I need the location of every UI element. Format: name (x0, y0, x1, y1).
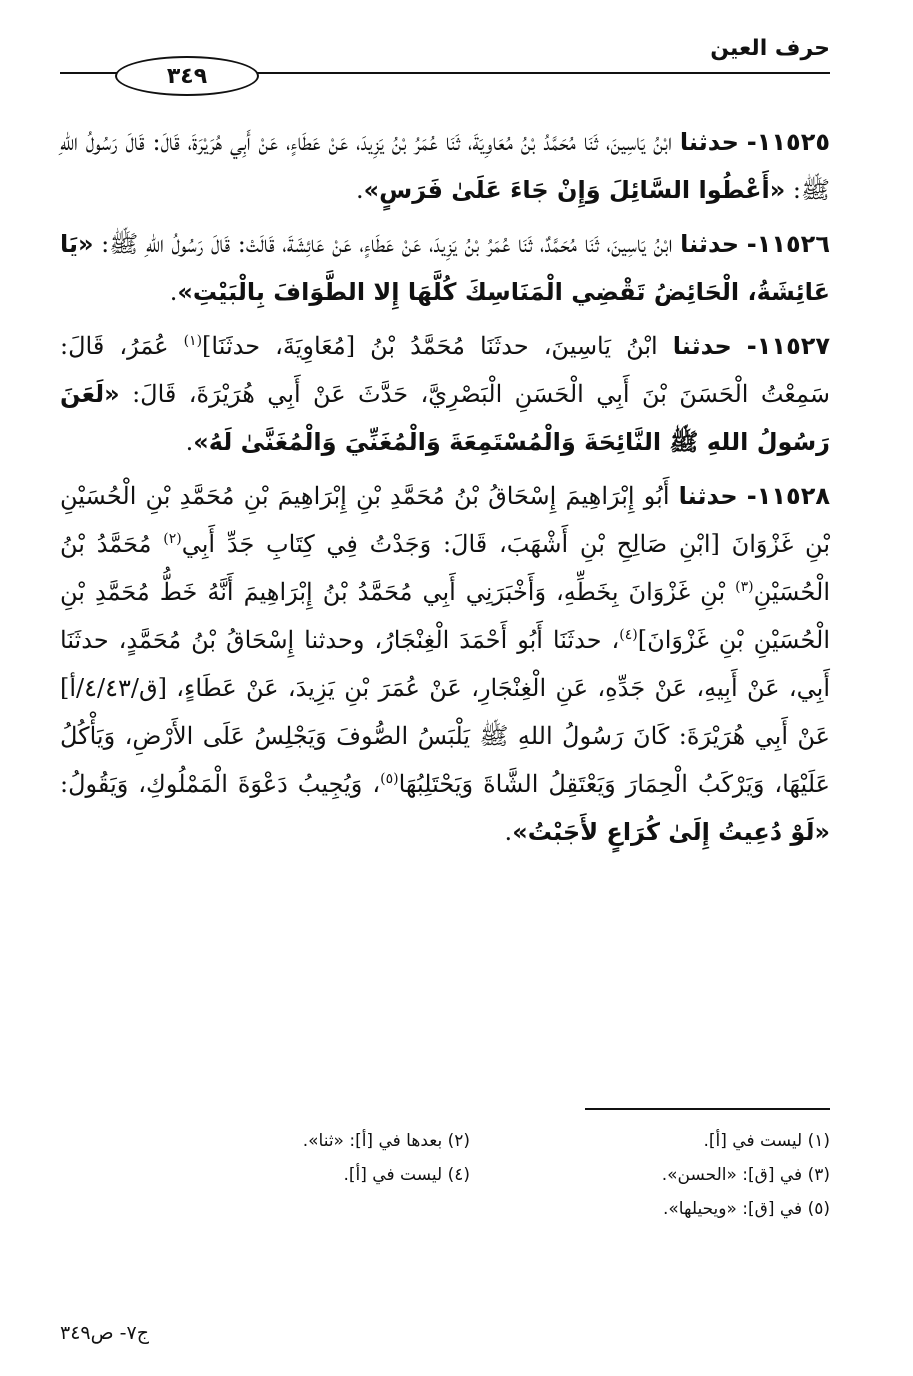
footnote-ref-2: (٢) (163, 531, 182, 547)
footnote-ref-1: (١) (183, 333, 203, 349)
hadith-isnad: ابْنُ يَاسِينَ، ثَنَا مُحَمَّدٌ، ثَنَا عُمَرُ بْنُ يَزِيدَ، عَنْ عَطَاءٍ، عَنْ عَائِشَةَ، قَالَتْ: قَالَ رَسُولُ اللهِ ﷺ: (93, 230, 673, 258)
volume-page-code: ج٧- ص٣٤٩ (60, 1322, 149, 1344)
footnote-4: (٤) ليست في [أ]. (343, 1165, 470, 1185)
footnote-ref-5: (٥) (380, 771, 399, 787)
hadith-number: ١١٥٢٥- (746, 128, 830, 156)
hadith-number: ١١٥٢٨- (746, 482, 830, 510)
hadith-body (60, 118, 830, 862)
hadith-isnad: ابْنُ يَاسِينَ، حدثَنَا مُحَمَّدُ بْنُ [مُعَاوِيَةَ، حدثَنَا] (202, 332, 658, 360)
hadith-11526 (60, 220, 830, 316)
footnote-5: (٥) في [ق]: «ويحيلها». (663, 1199, 830, 1219)
hadith-head: حدثنا (680, 230, 740, 258)
hadith-isnad: ابْنُ يَاسِينَ، ثَنَا مُحَمَّدُ بْنُ مُعَاوِيَةَ، ثَنَا عُمَرُ بْنُ يَزِيدَ، عَنْ عَطَاءٍ، عَنْ أَبِي هُرَيْرَةَ، قَالَ: قَالَ رَسُولُ اللهِ ﷺ: (60, 128, 830, 204)
hadith-isnad-cont: ، وَيُجِيبُ دَعْوَةَ الْمَمْلُوكِ، وَيَقُولُ: (60, 770, 381, 798)
footnote-1: (١) ليست في [أ]. (703, 1131, 830, 1151)
chapter-title: حرف العين (710, 36, 830, 61)
hadith-tail: . (504, 818, 513, 846)
hadith-tail: . (185, 428, 194, 456)
hadith-matn: «أَعْطُوا السَّائِلَ وَإِنْ جَاءَ عَلَىٰ فَرَسٍ» (363, 176, 786, 204)
hadith-tail: . (169, 278, 178, 306)
hadith-head: حدثنا (679, 128, 739, 156)
page-number-badge: ٣٤٩ (115, 56, 259, 96)
hadith-11527 (60, 322, 830, 466)
hadith-number: ١١٥٢٧- (746, 332, 831, 360)
footnote-rule (585, 1108, 830, 1110)
footnote-2: (٢) بعدها في [أ]: «ثنا». (302, 1131, 470, 1151)
footnote-ref-4: (٤) (619, 627, 638, 643)
hadith-isnad-cont: بْنِ غَزْوَانَ بِخَطِّهِ، وَأَخْبَرَنِي أَبِي مُحَمَّدُ بْنُ إِبْرَاهِيمَ أَنَّهُ خَطُّ مُحَمَّدِ بْنِ الْحُسَيْنِ بْنِ غَزْوَانَ] (60, 578, 830, 654)
footnotes (140, 1124, 830, 1226)
hadith-matn: «لَوْ دُعِيتُ إِلَىٰ كُرَاعٍ لأَجَبْتُ» (512, 818, 830, 846)
hadith-isnad-cont: ، حدثَنَا أَبُو أَحْمَدَ الْغِنْجَارُ، وحدثنا إِسْحَاقُ بْنُ مُحَمَّدٍ، حدثَنَا أَبِي، عَنْ أَبِيهِ، عَنْ جَدِّهِ، عَنِ الْغِنْجَارِ، عَنْ عُمَرَ بْنِ يَزِيدَ، عَنْ عَطَاءٍ، [ق/٤/٤٣/أ] عَنْ أَبِي هُرَيْرَةَ: كَانَ رَسُولُ اللهِ ﷺ يَلْبَسُ الصُّوفَ وَيَجْلِسُ عَلَى الأَرْضِ، وَيَأْكُلُ عَلَيْهَا، وَيَرْكَبُ الْحِمَارَ وَيَعْتَقِلُ الشَّاةَ وَيَحْتَلِبُهَا (60, 626, 831, 798)
hadith-isnad-cont: مُحَمَّدُ بْنُ الْحُسَيْنِ (60, 530, 830, 606)
hadith-matn: «يَا عَائِشَةُ، الْحَائِضُ تَقْضِي الْمَنَاسِكَ كُلَّهَا إِلا الطَّوَافَ بِالْبَيْتِ» (60, 230, 830, 306)
footnote-3: (٣) في [ق]: «الحسن». (661, 1165, 830, 1185)
hadith-isnad: أَبُو إِبْرَاهِيمَ إِسْحَاقُ بْنُ مُحَمَّدِ بْنِ إِبْرَاهِيمَ بْنِ مُحَمَّدِ بْنِ الْحُسَيْنِ بْنِ غَزْوَانَ [ابْنِ صَالِحِ بْنِ أَشْهَبَ، قَالَ: وَجَدْتُ فِي كِتَابِ جَدِّ أَبِي (60, 482, 830, 558)
hadith-head: حدثنا (672, 332, 732, 360)
hadith-number: ١١٥٢٦- (746, 230, 830, 258)
footnote-ref-3: (٣) (735, 579, 754, 595)
hadith-isnad-cont: عُمَرُ، قَالَ: سَمِعْتُ الْحَسَنَ بْنَ أَبِي الْحَسَنِ الْبَصْرِيَّ، حَدَّثَ عَنْ أَبِي هُرَيْرَةَ، قَالَ: (60, 332, 830, 408)
page-header (60, 28, 830, 98)
hadith-11525 (60, 118, 830, 214)
hadith-11528 (60, 472, 830, 856)
hadith-tail: . (356, 176, 364, 204)
hadith-head: حدثنا (678, 482, 738, 510)
hadith-matn: «لَعَنَ رَسُولُ اللهِ ﷺ النَّائِحَةَ وَالْمُسْتَمِعَةَ وَالْمُغَنِّيَ وَالْمُغَنَّىٰ لَهُ» (60, 380, 830, 456)
